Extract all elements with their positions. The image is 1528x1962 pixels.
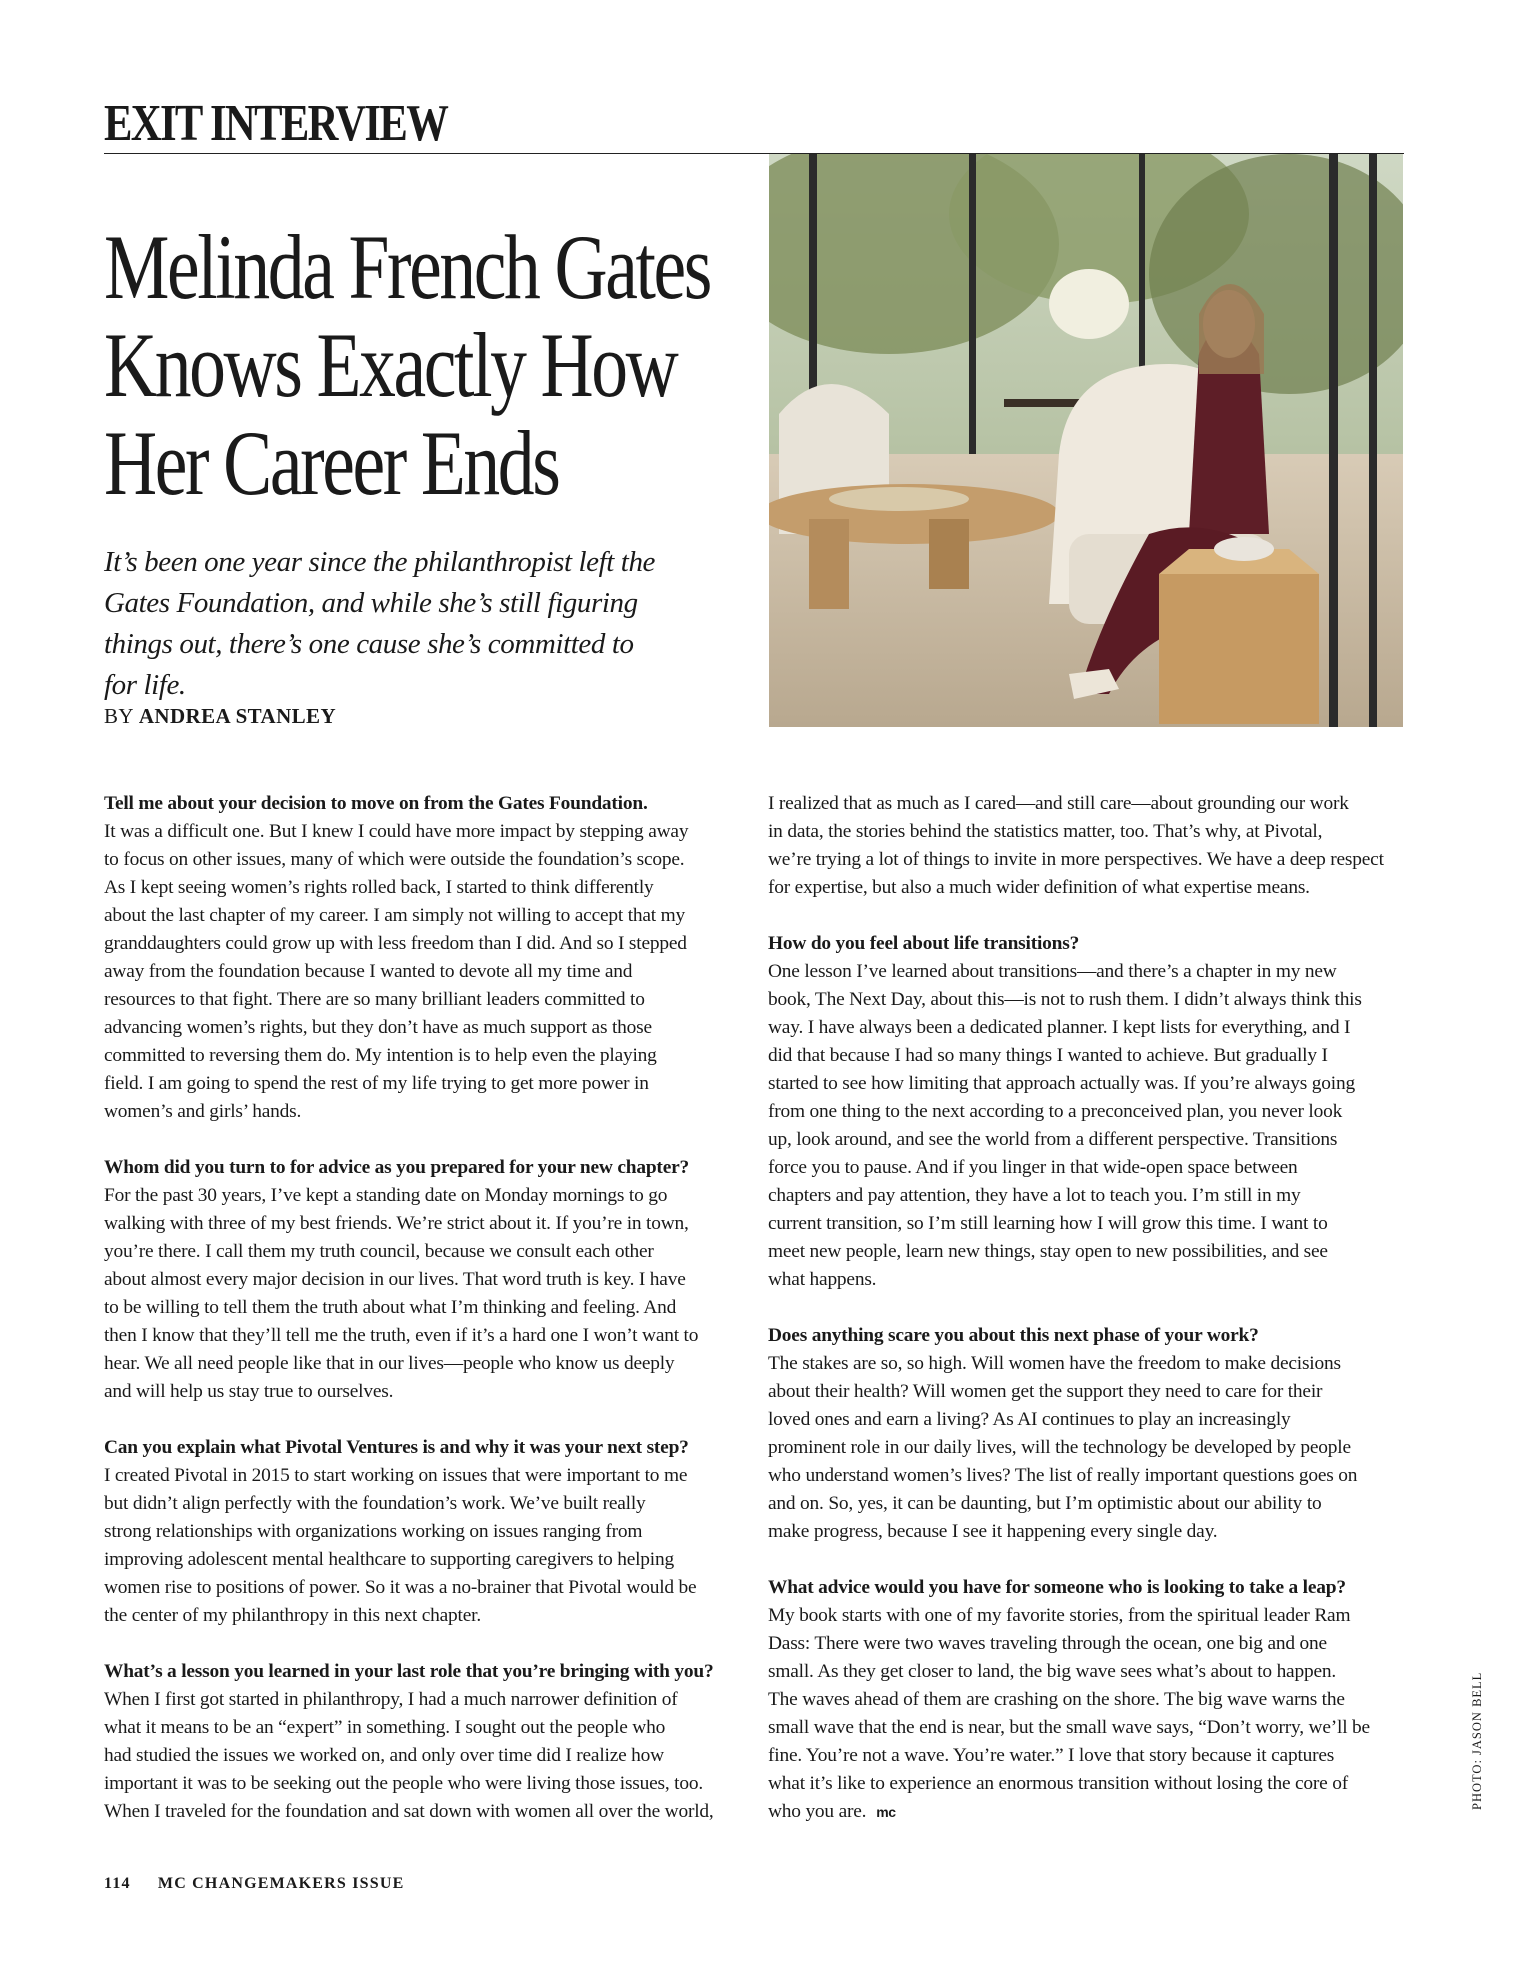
answer-line: to be willing to tell them the truth about what I’m thinking and feeling. And [104, 1297, 677, 1318]
answer-line: strong relationships with organizations working on issues ranging from [104, 1521, 643, 1542]
answer [768, 1602, 1408, 1826]
answer-line: fine. You’re not a wave. You’re water.” I love that story because it captures [768, 1745, 1335, 1766]
answer-line: had studied the issues we worked on, and only over time did I realize how [104, 1745, 664, 1766]
answer-line: I created Pivotal in 2015 to start working on issues that were important to me [104, 1465, 688, 1486]
answer-line: As I kept seeing women’s rights rolled back, I started to think differently [104, 877, 654, 898]
answer-line: force you to pause. And if you linger in that wide-open space between [768, 1157, 1298, 1178]
byline [104, 704, 336, 729]
question: Does anything scare you about this next phase of your work? [768, 1325, 1259, 1346]
answer-line: women’s and girls’ hands. [104, 1101, 302, 1122]
qa-block [104, 790, 744, 1126]
answer-line: meet new people, learn new things, stay open to new possibilities, and see [768, 1241, 1328, 1262]
answer-line: improving adolescent mental healthcare to supporting caregivers to helping [104, 1549, 674, 1570]
qa-block [768, 790, 1408, 902]
qa-block [104, 1434, 744, 1630]
answer-line: hear. We all need people like that in our lives—people who know us deeply [104, 1353, 675, 1374]
answer-line: we’re trying a lot of things to invite in more perspectives. We have a deep respect [768, 849, 1384, 870]
answer-line: walking with three of my best friends. We’re strict about it. If you’re in town, [104, 1213, 689, 1234]
answer-line: prominent role in our daily lives, will the technology be developed by people [768, 1437, 1351, 1458]
answer-line: then I know that they’ll tell me the truth, even if it’s a hard one I won’t want to [104, 1325, 699, 1346]
answer-line: When I first got started in philanthropy, I had a much narrower definition of [104, 1689, 678, 1710]
answer [768, 790, 1408, 902]
answer-line: for expertise, but also a much wider definition of what expertise means. [768, 877, 1310, 898]
answer-line: what it’s like to experience an enormous transition without losing the core of [768, 1773, 1348, 1794]
answer-line: small. As they get closer to land, the big wave sees what’s about to happen. [768, 1661, 1337, 1682]
question: How do you feel about life transitions? [768, 933, 1080, 954]
answer-line: The stakes are so, so high. Will women have the freedom to make decisions [768, 1353, 1341, 1374]
answer-line: what it means to be an “expert” in something. I sought out the people who [104, 1717, 666, 1738]
answer-line: women rise to positions of power. So it was a no-brainer that Pivotal would be [104, 1577, 697, 1598]
answer-line: about almost every major decision in our lives. That word truth is key. I have [104, 1269, 686, 1290]
answer-line: It was a difficult one. But I knew I could have more impact by stepping away [104, 821, 689, 842]
answer-line: chapters and pay attention, they have a lot to teach you. I’m still in my [768, 1185, 1301, 1206]
deck-line: Gates Foundation, and while she’s still figuring [104, 587, 638, 619]
answer-line: up, look around, and see the world from a different perspective. Transitions [768, 1129, 1338, 1150]
answer-line: started to see how limiting that approach actually was. If you’re always going [768, 1073, 1355, 1094]
photo-credit: PHOTO: JASON BELL [1470, 1671, 1484, 1810]
qa-block [768, 930, 1408, 1294]
qa-block [104, 1154, 744, 1406]
answer-line: For the past 30 years, I’ve kept a standing date on Monday mornings to go [104, 1185, 668, 1206]
answer-line: When I traveled for the foundation and sat down with women all over the world, [104, 1801, 714, 1822]
answer-line: loved ones and earn a living? As AI continues to play an increasingly [768, 1409, 1291, 1430]
answer-line: field. I am going to spend the rest of my life trying to get more power in [104, 1073, 649, 1094]
portrait-photo [769, 154, 1403, 727]
byline-prefix: BY [104, 704, 134, 728]
answer [104, 1686, 744, 1826]
question: Whom did you turn to for advice as you prepared for your new chapter? [104, 1157, 689, 1178]
answer-line: the center of my philanthropy in this next chapter. [104, 1605, 481, 1626]
answer-line: about their health? Will women get the support they need to care for their [768, 1381, 1323, 1402]
answer-line: important it was to be seeking out the people who were living those issues, too. [104, 1773, 704, 1794]
deck [104, 542, 664, 706]
left-column [104, 790, 744, 1854]
answer-line: book, The Next Day, about this—is not to rush them. I didn’t always think this [768, 989, 1362, 1010]
answer [768, 958, 1408, 1294]
answer-line: but didn’t align perfectly with the foundation’s work. We’ve built really [104, 1493, 646, 1514]
answer [768, 1350, 1408, 1546]
portrait-photo-illustration [769, 154, 1403, 727]
right-column [768, 790, 1408, 1854]
answer [104, 818, 744, 1126]
answer-line: advancing women’s rights, but they don’t have as much support as those [104, 1017, 652, 1038]
qa-block [768, 1574, 1408, 1826]
answer-line: did that because I had so many things I wanted to achieve. But gradually I [768, 1045, 1328, 1066]
answer-line: way. I have always been a dedicated planner. I kept lists for everything, and I [768, 1017, 1351, 1038]
deck-line: It’s been one year since the philanthropist left the [104, 546, 656, 578]
answer-line: to focus on other issues, many of which were outside the foundation’s scope. [104, 849, 685, 870]
publication-name: MC CHANGEMAKERS ISSUE [157, 1875, 405, 1892]
end-mark: mc [876, 1804, 896, 1820]
page-number: 114 [104, 1875, 131, 1892]
answer-line: and will help us stay true to ourselves. [104, 1381, 394, 1402]
answer-line: what happens. [768, 1269, 877, 1290]
answer-line: One lesson I’ve learned about transitions—and there’s a chapter in my new [768, 961, 1337, 982]
answer-line: small wave that the end is near, but the small wave says, “Don’t worry, we’ll be [768, 1717, 1370, 1738]
answer-line: resources to that fight. There are so many brilliant leaders committed to [104, 989, 645, 1010]
answer-line: current transition, so I’m still learning how I will grow this time. I want to [768, 1213, 1328, 1234]
answer-line: about the last chapter of my career. I am simply not willing to accept that my [104, 905, 686, 926]
folio [104, 1875, 426, 1893]
answer-line: in data, the stories behind the statistics matter, too. That’s why, at Pivotal, [768, 821, 1323, 842]
answer-line: who understand women’s lives? The list of really important questions goes on [768, 1465, 1358, 1486]
section-label: EXIT INTERVIEW [104, 95, 448, 152]
qa-block [768, 1322, 1408, 1546]
answer-line: away from the foundation because I wanted to devote all my time and [104, 961, 633, 982]
answer [104, 1462, 744, 1630]
answer-line: from one thing to the next according to a preconceived plan, you never look [768, 1101, 1343, 1122]
answer-line: My book starts with one of my favorite stories, from the spiritual leader Ram [768, 1605, 1351, 1626]
answer-line: who you are. [768, 1801, 867, 1822]
byline-author: ANDREA STANLEY [138, 704, 337, 728]
answer-line: I realized that as much as I cared—and still care—about grounding our work [768, 793, 1349, 814]
answer [104, 1182, 744, 1406]
headline-line: Her Career Ends [104, 412, 559, 514]
answer-line: make progress, because I see it happening every single day. [768, 1521, 1218, 1542]
answer-line: Dass: There were two waves traveling through the ocean, one big and one [768, 1633, 1327, 1654]
answer-line: The waves ahead of them are crashing on the shore. The big wave warns the [768, 1689, 1345, 1710]
question: Tell me about your decision to move on from the Gates Foundation. [104, 793, 648, 814]
question: What advice would you have for someone who is looking to take a leap? [768, 1577, 1346, 1598]
deck-line: things out, there’s one cause she’s committed to for life. [104, 628, 634, 701]
headline-line: Knows Exactly How [104, 314, 677, 416]
answer-line: you’re there. I call them my truth council, because we consult each other [104, 1241, 654, 1262]
qa-block [104, 1658, 744, 1826]
answer-line: granddaughters could grow up with less freedom than I did. And so I stepped [104, 933, 687, 954]
answer-line: committed to reversing them do. My intention is to help even the playing [104, 1045, 657, 1066]
answer-line: and on. So, yes, it can be daunting, but I’m optimistic about our ability to [768, 1493, 1322, 1514]
headline-line: Melinda French Gates [104, 216, 711, 318]
headline [104, 216, 711, 514]
question: Can you explain what Pivotal Ventures is and why it was your next step? [104, 1437, 689, 1458]
question: What’s a lesson you learned in your last role that you’re bringing with you? [104, 1661, 714, 1682]
